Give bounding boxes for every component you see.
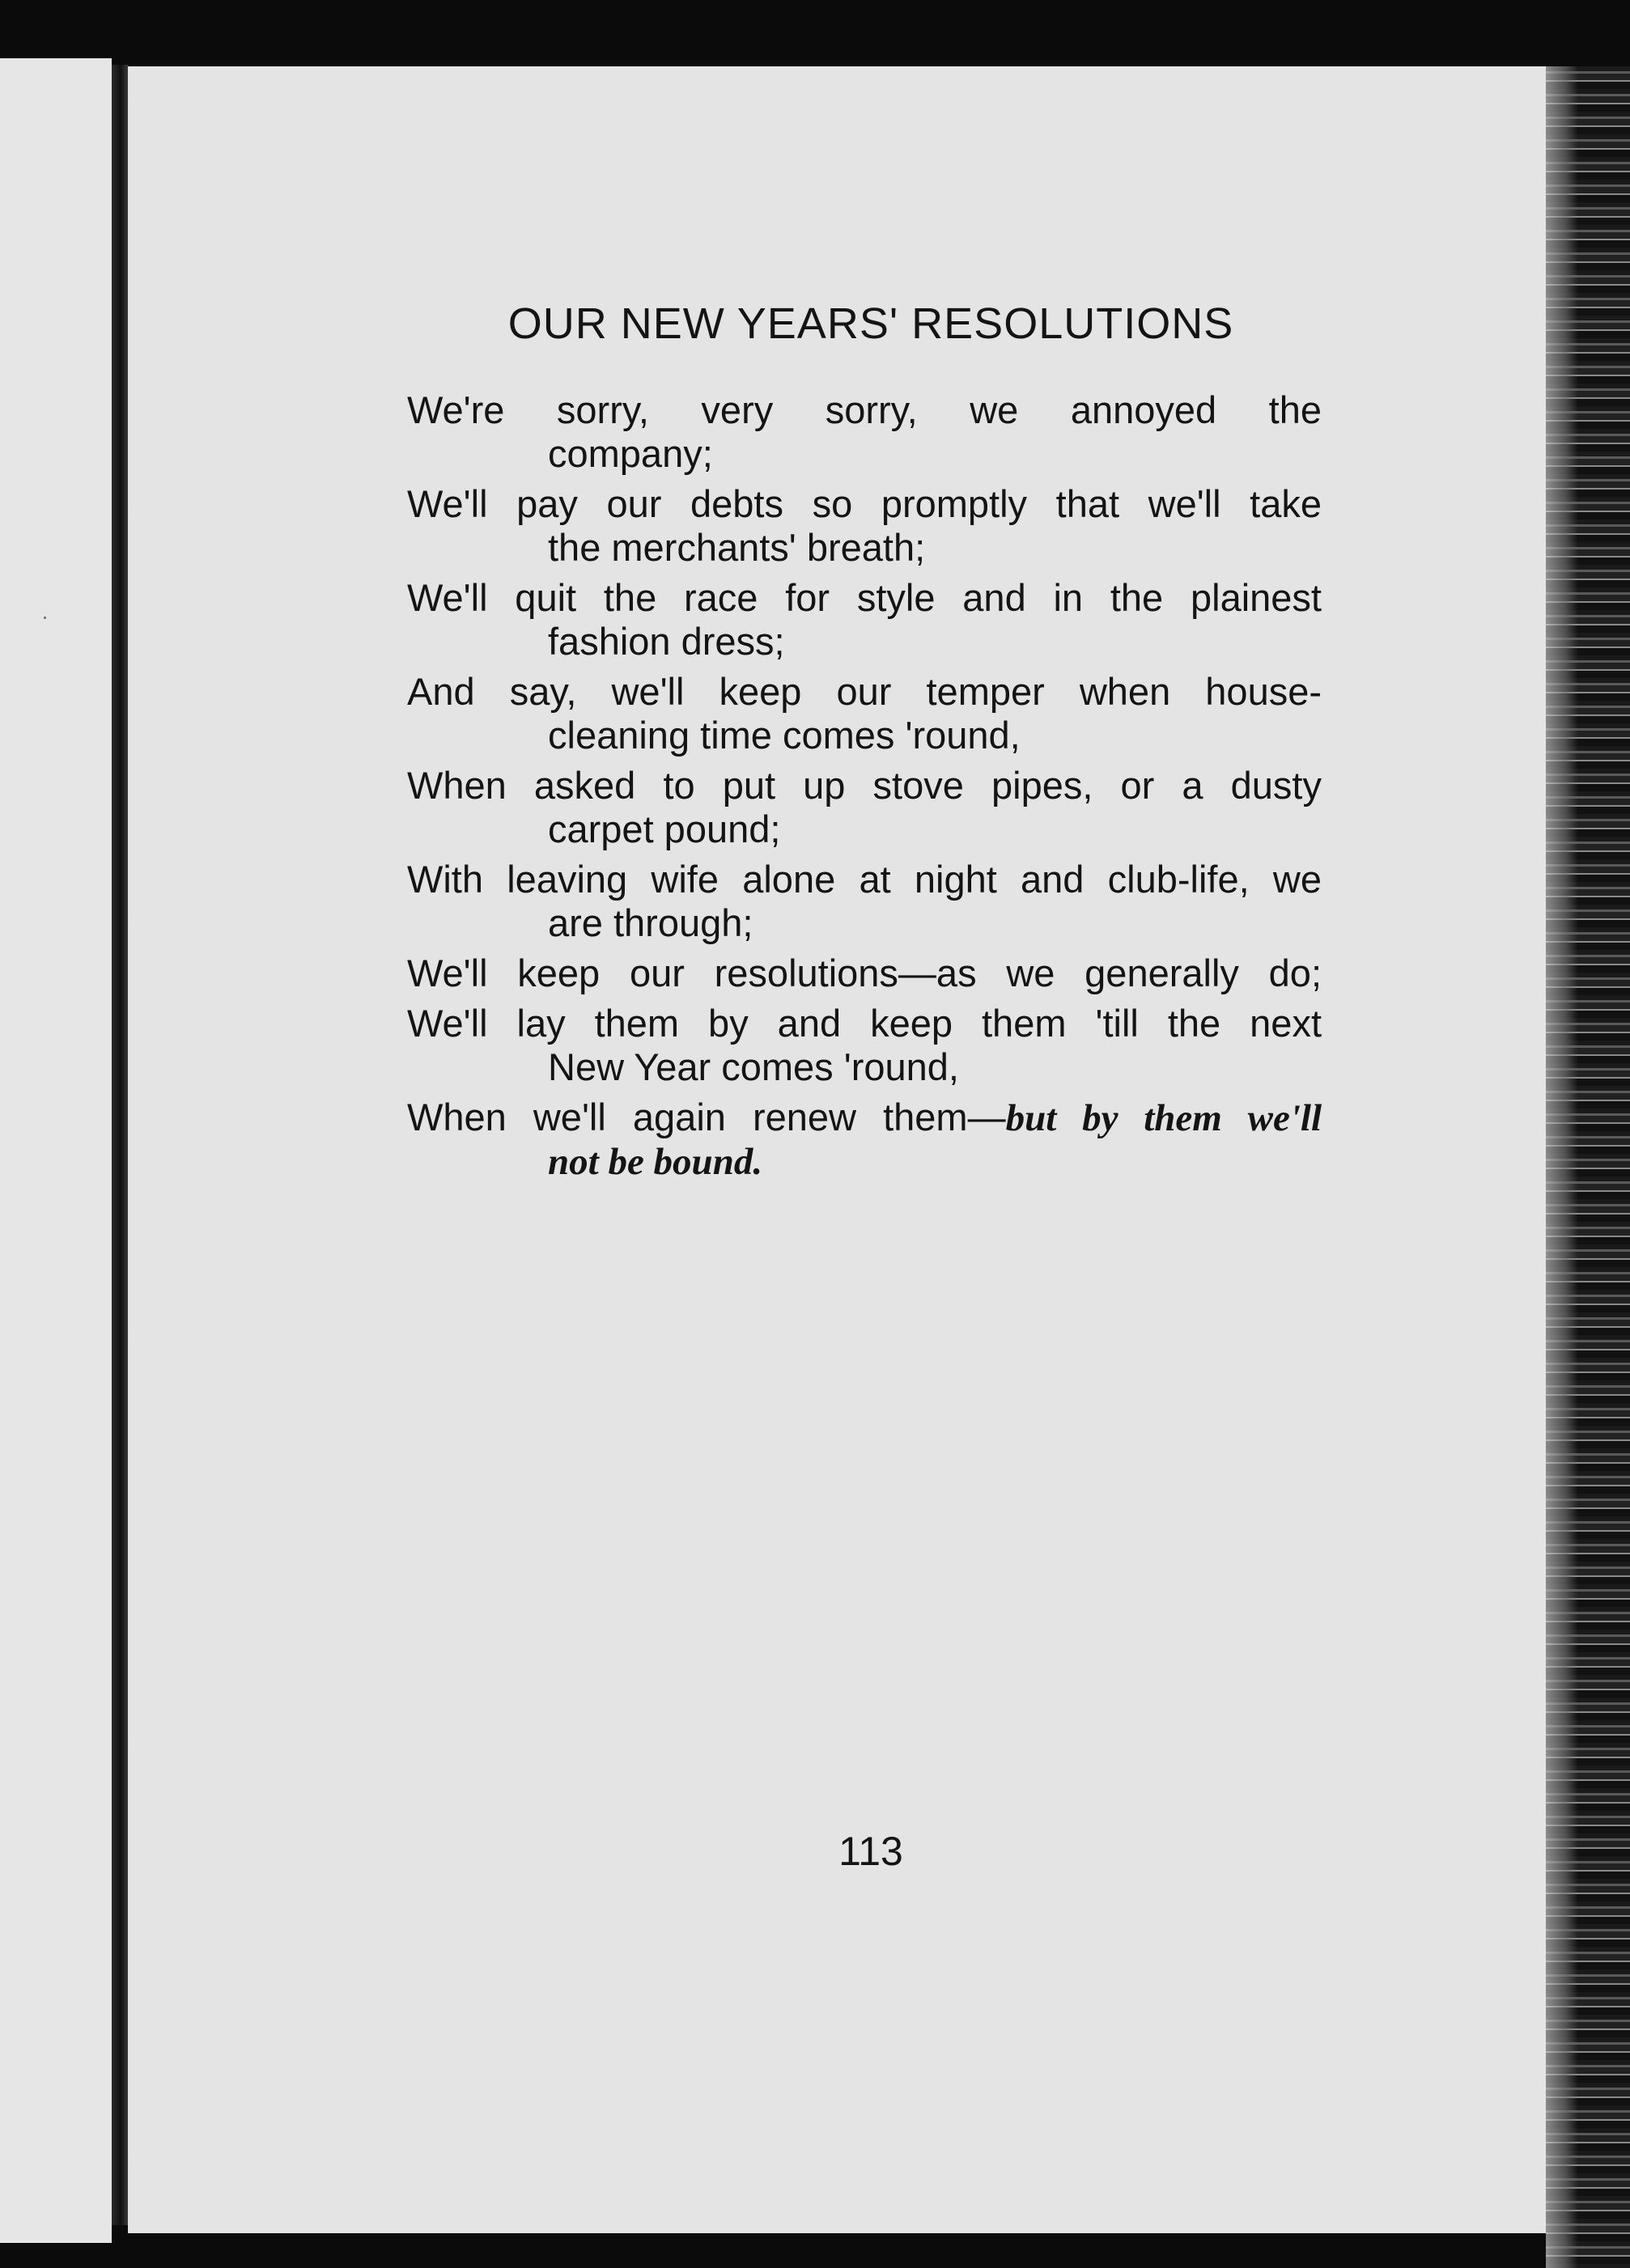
poem-line-continuation-italic: not be bound. (548, 1141, 763, 1183)
poem-line (407, 482, 1322, 570)
poem-line-text: We'll lay them by and keep them 'till the next (407, 1002, 1322, 1045)
poem-line (407, 388, 1322, 476)
poem-line (407, 670, 1322, 757)
poem-line-continuation: New Year comes 'round, (548, 1045, 959, 1088)
poem-title: OUR NEW YEARS' RESOLUTIONS (507, 299, 1234, 348)
poem-line (407, 858, 1322, 945)
right-page (128, 66, 1559, 2233)
poem-line-text: With leaving wife alone at night and club-life, we (407, 858, 1322, 901)
book-gutter (112, 65, 128, 2225)
poem-line-text: We'll quit the race for style and in the plainest (407, 576, 1322, 619)
poem-line-text: And say, we'll keep our temper when house- (407, 670, 1322, 713)
page-number: 113 (838, 1829, 903, 1874)
poem-line (407, 1002, 1322, 1089)
poem-line-text: We're sorry, very sorry, we annoyed the (407, 388, 1322, 431)
poem-line (407, 576, 1322, 663)
poem-line (407, 1096, 1322, 1184)
poem-line-text: We'll pay our debts so promptly that we'll take (407, 482, 1322, 525)
poem-line-text: We'll keep our resolutions—as we generally do; (407, 952, 1322, 994)
poem-line-continuation: fashion dress; (548, 620, 785, 663)
poem-line-text: When asked to put up stove pipes, or a dusty (407, 764, 1322, 807)
poem-line-plain: When we'll again renew them— (407, 1096, 1006, 1138)
poem-line-text (407, 1096, 1322, 1140)
left-page-edge (0, 58, 112, 2243)
poem-line-continuation: company; (548, 432, 713, 475)
page-stack-edge (1546, 66, 1630, 2268)
poem-line (407, 952, 1322, 995)
poem-line (407, 764, 1322, 851)
poem-line-continuation: are through; (548, 901, 753, 944)
poem-body (407, 388, 1322, 1190)
poem-line-italic: but by them we'll (1005, 1097, 1322, 1139)
dust-speck (44, 617, 46, 619)
poem-line-continuation: the merchants' breath; (548, 526, 926, 569)
poem-line-continuation: carpet pound; (548, 808, 781, 850)
poem-line-continuation: cleaning time comes 'round, (548, 714, 1021, 757)
